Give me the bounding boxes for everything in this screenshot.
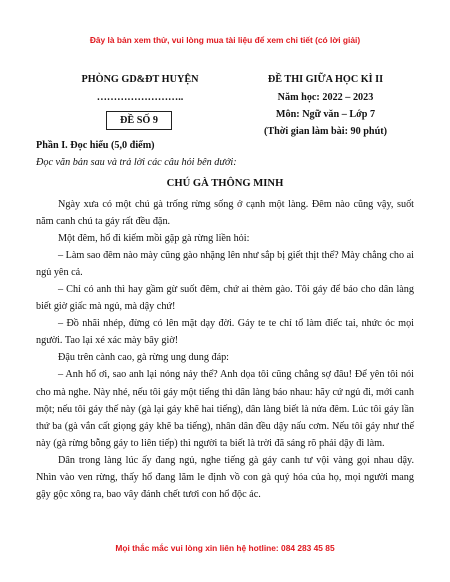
subject-grade: Môn: Ngữ văn – Lớp 7 <box>275 109 376 120</box>
exam-number-box: ĐỀ SỐ 9 <box>106 111 172 130</box>
hotline-banner: Mọi thắc mắc vui lòng xin liên hệ hotline: 084 283 45 85 <box>115 543 335 553</box>
exam-duration: (Thời gian làm bài: 90 phút) <box>263 126 388 137</box>
preview-notice-banner: Đây là bản xem thử, vui lòng mua tài liệu để xem chi tiết (có lời giải) <box>89 35 361 45</box>
story-body <box>36 196 414 503</box>
story-paragraph: Ngày xưa có một chú gà trống rừng sống ở cạnh một làng. Đêm nào cũng vậy, suốt năm canh chú ta gáy rất đều đặn. <box>36 199 414 228</box>
section-title: Phần I. Đọc hiểu (5,0 điểm) <box>36 140 155 151</box>
district-blank: …………………….. <box>96 92 184 103</box>
story-title: CHÚ GÀ THÔNG MINH <box>166 178 284 189</box>
exam-title: ĐỀ THI GIỮA HỌC KÌ II <box>267 74 384 85</box>
story-paragraph: Một đêm, hổ đi kiếm mồi gặp gà rừng liền hỏi: <box>58 233 250 245</box>
story-paragraph: Đậu trên cành cao, gà rừng ung dung đáp: <box>58 352 230 364</box>
story-paragraph: Dân trong làng lúc ấy đang ngủ, nghe tiếng gà gáy canh tư vội vàng gọi nhau dậy. Nhìn vào ven rừng, thấy hổ đang lăm le định vồ con gà quý hóa của họ, mọi người mang gậy gộc xông ra, bao vây đánh chết tươi con hổ độc ác. <box>36 454 414 500</box>
reading-instruction: Đọc văn bản sau và trả lời các câu hỏi bên dưới: <box>36 157 237 168</box>
story-paragraph: – Làm sao đêm nào mày cũng gào nhặng lên như sắp bị giết thịt thế? Mày chẳng cho ai ngủ yên cả. <box>36 250 414 279</box>
story-paragraph: – Đồ nhãi nhép, đừng có lên mặt dạy đời. Gáy te te chỉ tổ làm điếc tai, nhức óc mọi người. Tao lại xé xác mày bây giờ! <box>36 318 414 347</box>
department-name: PHÒNG GD&ĐT HUYỆN <box>81 74 199 85</box>
school-year: Năm học: 2022 – 2023 <box>277 92 374 103</box>
story-paragraph: – Chỉ có anh thì hay gầm gừ suốt đêm, chứ ai thèm gào. Tôi gáy để báo cho dân làng biết giờ giấc mà ngủ, mà dậy chứ! <box>36 284 414 313</box>
story-paragraph: – Anh hổ ơi, sao anh lại nóng nảy thế? Anh dọa tôi cũng chẳng sợ đâu! Để yên tôi nói cho mà nghe. Này nhé, nếu tôi gáy một tiếng thì dân làng báo nhau: hãy cứ ngủ đi, mới canh một; nếu tôi gáy thế này (gà lại gáy khẽ hai tiếng), dân làng biết là nửa đêm. Lúc tôi gáy lần thứ ba (gà vắn cất giọng gáy khẽ ba tiếng), nhân dân đều dậy nấu cơm. Nếu tôi gáy như thế này (gà rừng bỗng gáy to liên tiếp) thì người ta biết là trời đã sáng rõ phải dậy đi làm. <box>36 369 414 449</box>
